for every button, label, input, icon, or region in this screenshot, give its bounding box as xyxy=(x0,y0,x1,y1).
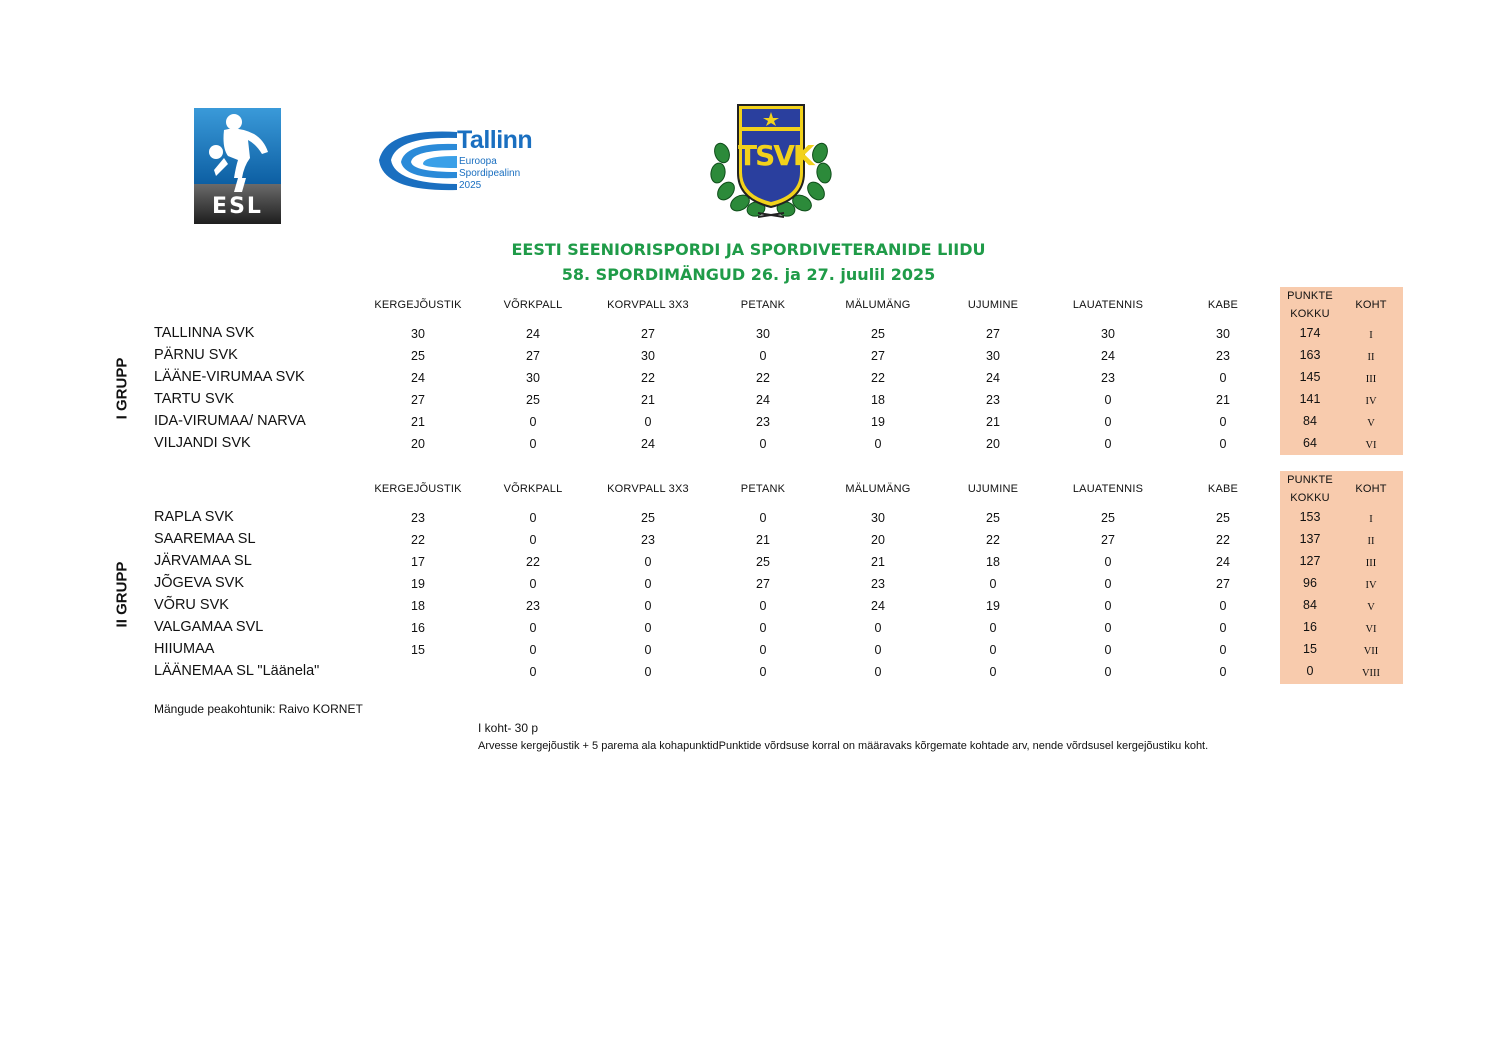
score-cell: 27 xyxy=(871,349,885,363)
score-cell: 0 xyxy=(644,599,652,613)
team-name: IDA-VIRUMAA/ NARVA xyxy=(154,413,306,429)
score-cell: 0 xyxy=(1219,665,1227,679)
score-cell: 22 xyxy=(756,371,770,385)
place-rank: III xyxy=(1365,558,1377,569)
place-rank: III xyxy=(1365,374,1377,385)
score-cell: 0 xyxy=(1219,415,1227,429)
column-header: PETANK xyxy=(740,299,786,311)
score-cell: 23 xyxy=(756,415,770,429)
score-cell: 0 xyxy=(1104,555,1112,569)
score-cell: 0 xyxy=(759,511,767,525)
score-cell: 23 xyxy=(641,533,655,547)
total-points: 127 xyxy=(1299,554,1321,568)
score-cell: 0 xyxy=(1219,643,1227,657)
team-name: PÄRNU SVK xyxy=(154,347,238,363)
score-cell: 25 xyxy=(986,511,1000,525)
score-cell: 27 xyxy=(756,577,770,591)
total-points: 96 xyxy=(1303,576,1317,590)
place-rank: V xyxy=(1367,418,1375,429)
column-header: PETANK xyxy=(740,483,786,495)
total-header-line2: KOKKU xyxy=(1290,492,1330,504)
score-cell: 20 xyxy=(986,437,1000,451)
score-cell: 25 xyxy=(756,555,770,569)
team-name: VÕRU SVK xyxy=(154,597,229,613)
score-cell: 0 xyxy=(989,577,997,591)
total-points: 174 xyxy=(1299,326,1321,340)
score-cell: 25 xyxy=(641,511,655,525)
place-rank: VI xyxy=(1365,440,1377,451)
score-cell: 22 xyxy=(871,371,885,385)
esl-logo-text: ESL xyxy=(212,194,263,219)
place-rank: VIII xyxy=(1361,668,1381,679)
tallinn-logo-line1: Euroopa xyxy=(459,156,497,167)
total-points: 153 xyxy=(1299,510,1321,524)
score-cell: 17 xyxy=(411,555,425,569)
score-cell: 24 xyxy=(411,371,425,385)
score-cell: 0 xyxy=(1104,437,1112,451)
column-header: KORVPALL 3X3 xyxy=(607,299,689,311)
score-cell: 0 xyxy=(759,437,767,451)
chief-referee-note: Mängude peakohtunik: Raivo KORNET xyxy=(154,702,363,716)
team-name: SAAREMAA SL xyxy=(154,531,256,547)
score-cell: 27 xyxy=(411,393,425,407)
place-rank: II xyxy=(1367,536,1375,547)
team-name: HIIUMAA xyxy=(154,641,215,657)
tallinn-logo-line3: 2025 xyxy=(459,180,482,191)
column-header: LAUATENNIS xyxy=(1072,299,1144,311)
score-cell: 21 xyxy=(1216,393,1230,407)
group-label: II GRUPP xyxy=(113,561,131,628)
team-name: JÄRVAMAA SL xyxy=(154,553,252,569)
score-cell: 21 xyxy=(756,533,770,547)
score-cell: 23 xyxy=(986,393,1000,407)
page-title: EESTI SEENIORISPORDI JA SPORDIVETERANIDE LIIDU xyxy=(511,240,986,259)
score-cell: 0 xyxy=(989,643,997,657)
tallinn-logo xyxy=(377,126,533,196)
score-cell: 27 xyxy=(1216,577,1230,591)
score-cell: 0 xyxy=(529,621,537,635)
score-cell: 16 xyxy=(411,621,425,635)
place-rank: IV xyxy=(1365,396,1377,407)
score-cell: 18 xyxy=(871,393,885,407)
column-header: KERGEJÕUSTIK xyxy=(374,483,462,495)
score-cell: 24 xyxy=(756,393,770,407)
score-cell: 22 xyxy=(986,533,1000,547)
column-header: VÕRKPALL xyxy=(503,299,563,311)
total-points: 15 xyxy=(1303,642,1317,656)
column-header: KABE xyxy=(1207,483,1239,495)
score-cell: 21 xyxy=(411,415,425,429)
score-cell: 19 xyxy=(871,415,885,429)
score-cell: 0 xyxy=(529,665,537,679)
score-cell: 25 xyxy=(871,327,885,341)
column-header: KERGEJÕUSTIK xyxy=(374,299,462,311)
score-cell: 0 xyxy=(874,621,882,635)
tallinn-logo-title: Tallinn xyxy=(457,126,533,154)
score-cell: 23 xyxy=(411,511,425,525)
score-cell: 0 xyxy=(529,415,537,429)
total-header-line1: PUNKTE xyxy=(1287,474,1333,486)
score-cell: 30 xyxy=(1216,327,1230,341)
place-header: KOHT xyxy=(1355,483,1387,495)
score-cell: 0 xyxy=(644,415,652,429)
score-cell: 0 xyxy=(1219,599,1227,613)
score-cell: 22 xyxy=(641,371,655,385)
total-points: 0 xyxy=(1306,664,1314,678)
score-cell: 0 xyxy=(1219,371,1227,385)
esl-logo xyxy=(194,108,281,224)
score-cell: 27 xyxy=(1101,533,1115,547)
page-subtitle: 58. SPORDIMÄNGUD 26. ja 27. juulil 2025 xyxy=(561,265,936,284)
score-cell: 27 xyxy=(986,327,1000,341)
place-rank: I xyxy=(1369,330,1373,341)
score-cell: 30 xyxy=(756,327,770,341)
column-header: KORVPALL 3X3 xyxy=(607,483,689,495)
score-cell: 23 xyxy=(1216,349,1230,363)
score-cell: 0 xyxy=(1104,643,1112,657)
score-cell: 0 xyxy=(529,643,537,657)
group-label: I GRUPP xyxy=(113,357,131,420)
score-cell: 22 xyxy=(411,533,425,547)
score-cell: 30 xyxy=(526,371,540,385)
place-header: KOHT xyxy=(1355,299,1387,311)
total-points: 84 xyxy=(1303,598,1317,612)
team-name: JÕGEVA SVK xyxy=(154,575,244,591)
total-points: 64 xyxy=(1303,436,1317,450)
score-cell: 0 xyxy=(644,665,652,679)
place-rank: V xyxy=(1367,602,1375,613)
score-cell: 30 xyxy=(411,327,425,341)
team-name: VALGAMAA SVL xyxy=(154,619,264,635)
score-cell: 0 xyxy=(1104,621,1112,635)
score-cell: 15 xyxy=(411,643,425,657)
score-cell: 30 xyxy=(871,511,885,525)
score-cell: 30 xyxy=(1101,327,1115,341)
column-header: KABE xyxy=(1207,299,1239,311)
place-rank: VI xyxy=(1365,624,1377,635)
score-cell: 23 xyxy=(1101,371,1115,385)
score-cell: 24 xyxy=(1101,349,1115,363)
total-header-line2: KOKKU xyxy=(1290,308,1330,320)
tallinn-logo-line2: Spordipealinn xyxy=(459,168,521,179)
score-cell: 0 xyxy=(989,665,997,679)
score-cell: 0 xyxy=(874,665,882,679)
column-header: UJUMINE xyxy=(967,299,1019,311)
score-cell: 20 xyxy=(411,437,425,451)
score-cell: 0 xyxy=(644,621,652,635)
column-header: MÄLUMÄNG xyxy=(845,299,911,311)
score-cell: 0 xyxy=(759,599,767,613)
score-cell: 0 xyxy=(1104,415,1112,429)
team-name: LÄÄNE-VIRUMAA SVK xyxy=(154,369,305,385)
score-cell: 0 xyxy=(1219,621,1227,635)
team-name: VILJANDI SVK xyxy=(154,435,251,451)
score-cell: 24 xyxy=(526,327,540,341)
score-cell: 0 xyxy=(529,437,537,451)
score-cell: 0 xyxy=(644,555,652,569)
score-cell: 0 xyxy=(1219,437,1227,451)
score-cell: 23 xyxy=(526,599,540,613)
score-cell: 0 xyxy=(759,621,767,635)
svk-crest xyxy=(710,103,832,219)
score-cell: 25 xyxy=(1216,511,1230,525)
score-cell: 21 xyxy=(871,555,885,569)
score-cell: 21 xyxy=(986,415,1000,429)
column-header: LAUATENNIS xyxy=(1072,483,1144,495)
score-cell: 19 xyxy=(986,599,1000,613)
score-cell: 0 xyxy=(644,643,652,657)
place-rank: IV xyxy=(1365,580,1377,591)
score-cell: 18 xyxy=(986,555,1000,569)
total-points: 16 xyxy=(1303,620,1317,634)
score-cell: 0 xyxy=(529,577,537,591)
score-cell: 22 xyxy=(1216,533,1230,547)
total-points: 141 xyxy=(1299,392,1321,406)
score-cell: 19 xyxy=(411,577,425,591)
score-cell: 27 xyxy=(641,327,655,341)
score-cell: 20 xyxy=(871,533,885,547)
score-cell: 0 xyxy=(759,665,767,679)
svk-crest-text: TSVK xyxy=(738,139,813,172)
score-cell: 24 xyxy=(986,371,1000,385)
score-cell: 0 xyxy=(874,437,882,451)
score-cell: 0 xyxy=(874,643,882,657)
score-cell: 0 xyxy=(529,511,537,525)
rules-note: Arvesse kergejõustik + 5 parema ala kohapunktidPunktide võrdsuse korral on määravaks kõrgemate kohtade arv, nende võrdsusel kergejõustiku koht. xyxy=(478,740,1209,752)
total-header-line1: PUNKTE xyxy=(1287,290,1333,302)
place-rank: II xyxy=(1367,352,1375,363)
score-cell: 18 xyxy=(411,599,425,613)
column-header: MÄLUMÄNG xyxy=(845,483,911,495)
score-cell: 0 xyxy=(644,577,652,591)
score-cell: 25 xyxy=(526,393,540,407)
score-cell: 24 xyxy=(1216,555,1230,569)
total-points: 84 xyxy=(1303,414,1317,428)
score-cell: 0 xyxy=(759,349,767,363)
score-cell: 0 xyxy=(1104,599,1112,613)
column-header: VÕRKPALL xyxy=(503,483,563,495)
place-rank: VII xyxy=(1363,646,1379,657)
score-cell: 0 xyxy=(759,643,767,657)
place-rank: I xyxy=(1369,514,1373,525)
total-points: 163 xyxy=(1299,348,1321,362)
total-points: 145 xyxy=(1299,370,1321,384)
total-points: 137 xyxy=(1299,532,1321,546)
team-name: TALLINNA SVK xyxy=(154,325,255,341)
score-cell: 30 xyxy=(986,349,1000,363)
score-cell: 25 xyxy=(1101,511,1115,525)
score-cell: 21 xyxy=(641,393,655,407)
score-cell: 0 xyxy=(529,533,537,547)
score-cell: 0 xyxy=(1104,393,1112,407)
score-cell: 27 xyxy=(526,349,540,363)
score-cell: 0 xyxy=(1104,665,1112,679)
score-cell: 0 xyxy=(1104,577,1112,591)
score-cell: 24 xyxy=(871,599,885,613)
score-cell: 24 xyxy=(641,437,655,451)
score-cell: 22 xyxy=(526,555,540,569)
team-name: RAPLA SVK xyxy=(154,509,234,525)
score-cell: 30 xyxy=(641,349,655,363)
team-name: TARTU SVK xyxy=(154,391,235,407)
score-cell: 23 xyxy=(871,577,885,591)
score-cell: 0 xyxy=(989,621,997,635)
points-note: I koht- 30 p xyxy=(478,721,539,735)
score-cell: 25 xyxy=(411,349,425,363)
team-name: LÄÄNEMAA SL "Läänela" xyxy=(154,663,320,679)
column-header: UJUMINE xyxy=(967,483,1019,495)
